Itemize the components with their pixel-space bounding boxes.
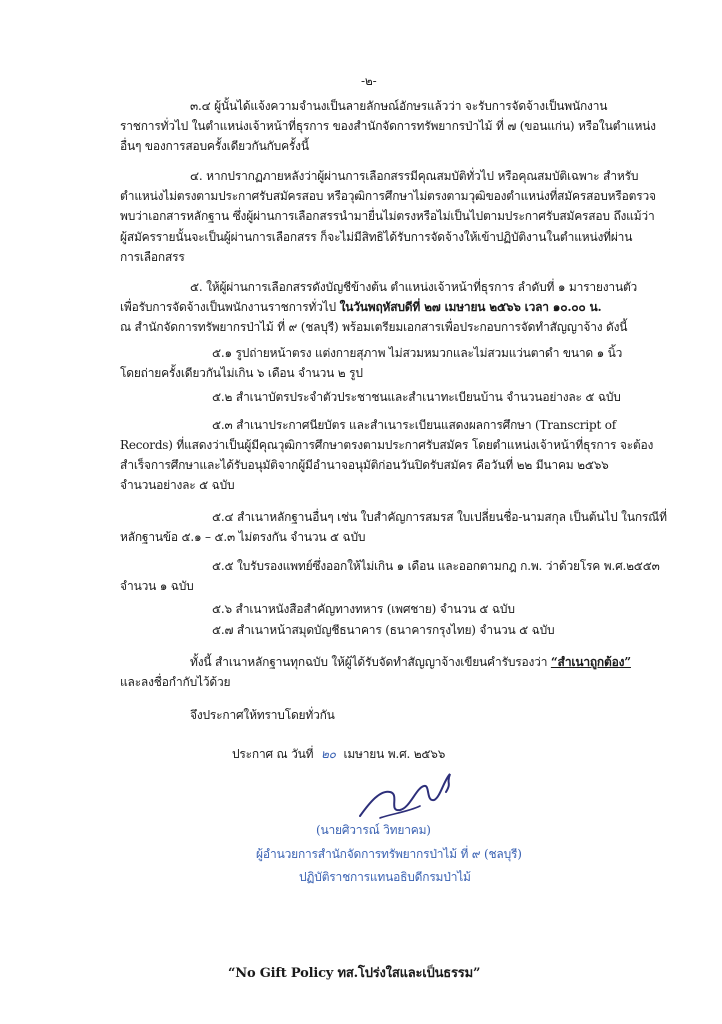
signatory-acting: ปฏิบัติราชการแทนอธิบดีกรมป่าไม้: [299, 870, 471, 884]
clause-4-line-2: ตำแหน่งไม่ตรงตามประกาศรับสมัครสอบ หรือวุฒิการศึกษาไม่ตรงตามวุฒิของตำแหน่งที่สมัครสอบหรือตรวจ: [120, 189, 656, 203]
clause-4-line-3: พบว่าเอกสารหลักฐาน ซึ่งผู้ผ่านการเลือกสรรนำมายื่นไม่ตรงหรือไม่เป็นไปตามประกาศรับสมัครสอบ ถึงแม้ว่า: [120, 209, 655, 223]
announcement-day: ๒๐: [320, 747, 336, 761]
item-5-6: ๕.๖ สำเนาหนังสือสำคัญทางทหาร (เพศชาย) จำนวน ๕ ฉบับ: [212, 602, 515, 616]
item-5-4-line-1: ๕.๔ สำเนาหลักฐานอื่นๆ เช่น ใบสำคัญการสมรส ใบเปลี่ยนชื่อ-นามสกุล เป็นต้นไป ในกรณีที่: [212, 510, 667, 524]
item-5-5-line-1: ๕.๕ ใบรับรองแพทย์ซึ่งออกให้ไม่เกิน ๑ เดือน และออกตามกฎ ก.พ. ว่าด้วยโรค พ.ศ.๒๕๕๓: [212, 559, 660, 573]
closing-line-2: และลงชื่อกำกับไว้ด้วย: [120, 675, 231, 689]
item-5-3-line-1: ๕.๓ สำเนาประกาศนียบัตร และสำเนาระเบียนแสดงผลการศึกษา (Transcript of: [212, 418, 616, 432]
signatory-name: (นายศิวารณ์ วิทยาคม): [316, 823, 431, 837]
announcement-date: [232, 746, 445, 762]
clause-4-line-5: การเลือกสรร: [120, 250, 185, 264]
clause-3-4-line-1: ๓.๔ ผู้นั้นได้แจ้งความจำนงเป็นลายลักษณ์อักษรแล้วว่า จะรับการจัดจ้างเป็นพนักงาน: [190, 99, 608, 113]
clause-3-4-line-2: ราชการทั่วไป ในตำแหน่งเจ้าหน้าที่ธุรการ ของสำนักจัดการทรัพยากรป่าไม้ ที่ ๗ (ขอนแก่น) หรือในตำแหน่ง: [120, 119, 656, 133]
announcement-prefix: ประกาศ ณ วันที่: [232, 747, 314, 761]
closing-line-1-text: ทั้งนี้ สำเนาหลักฐานทุกฉบับ ให้ผู้ได้รับจัดทำสัญญาจ้างเขียนคำรับรองว่า: [190, 655, 551, 669]
clause-5-line-2: [120, 299, 602, 315]
clause-5-line-1: ๕. ให้ผู้ผ่านการเลือกสรรดังบัญชีข้างต้น ตำแหน่งเจ้าหน้าที่ธุรการ ลำดับที่ ๑ มารายงานตัว: [190, 280, 638, 294]
certified-copy-phrase: “สำเนาถูกต้อง”: [550, 655, 631, 669]
item-5-4-line-2: หลักฐานข้อ ๕.๑ – ๕.๓ ไม่ตรงกัน จำนวน ๕ ฉบับ: [120, 530, 366, 544]
item-5-1-line-1: ๕.๑ รูปถ่ายหน้าตรง แต่งกายสุภาพ ไม่สวมหมวกและไม่สวมแว่นตาดำ ขนาด ๑ นิ้ว: [212, 346, 623, 360]
item-5-1-line-2: โดยถ่ายครั้งเดียวกันไม่เกิน ๖ เดือน จำนวน ๒ รูป: [120, 366, 363, 380]
item-5-3-line-3: สำเร็จการศึกษาและได้รับอนุมัติจากผู้มีอำนาจอนุมัติก่อนวันปิดรับสมัคร คือวันที่ ๒๒ มีนาคม ๒๕๖๖: [120, 458, 609, 472]
announcement-suffix: เมษายน พ.ศ. ๒๕๖๖: [343, 747, 446, 761]
item-5-7: ๕.๗ สำเนาหน้าสมุดบัญชีธนาคาร (ธนาคารกรุงไทย) จำนวน ๕ ฉบับ: [212, 623, 555, 637]
footer-slogan: “No Gift Policy ทส.โปร่งใสและเป็นธรรม”: [228, 966, 481, 981]
clause-4-line-4: ผู้สมัครรายนั้นจะเป็นผู้ผ่านการเลือกสรร ก็จะไม่มีสิทธิได้รับการจัดจ้างให้เข้าปฏิบัติงานในตำแหน่งที่ผ่าน: [120, 230, 633, 244]
clause-3-4-line-3: อื่นๆ ของการสอบครั้งเดียวกันกับครั้งนี้: [120, 139, 309, 153]
report-date-emphasis: ในวันพฤหัสบดีที่ ๒๗ เมษายน ๒๕๖๖ เวลา ๑๐.๐๐ น.: [339, 300, 602, 314]
clause-5-line-3: ณ สำนักจัดการทรัพยากรป่าไม้ ที่ ๙ (ชลบุรี) พร้อมเตรียมเอกสารเพื่อประกอบการจัดทำสัญญาจ้าง ดังนี้: [120, 320, 628, 334]
clause-5-line-2-text: เพื่อรับการจัดจ้างเป็นพนักงานราชการทั่วไป: [120, 300, 340, 314]
signatory-title: ผู้อำนวยการสำนักจัดการทรัพยากรป่าไม้ ที่ ๙ (ชลบุรี): [256, 847, 522, 861]
item-5-3-line-4: จำนวนอย่างละ ๕ ฉบับ: [120, 478, 235, 492]
item-5-5-line-2: จำนวน ๑ ฉบับ: [120, 579, 194, 593]
item-5-3-line-2: Records) ที่แสดงว่าเป็นผู้มีคุณวุฒิการศึกษาตรงตามประกาศรับสมัคร โดยตำแหน่งเจ้าหน้าที่ธุรการ จะต้อง: [120, 438, 654, 452]
page-number: -๒-: [361, 74, 377, 88]
closing-line-1: [190, 654, 631, 670]
item-5-2: ๕.๒ สำเนาบัตรประจำตัวประชาชนและสำเนาทะเบียนบ้าน จำนวนอย่างละ ๕ ฉบับ: [212, 390, 621, 404]
clause-4-line-1: ๔. หากปรากฏภายหลังว่าผู้ผ่านการเลือกสรรมีคุณสมบัติทั่วไป หรือคุณสมบัติเฉพาะ สำหรับ: [190, 169, 639, 183]
closing-line-3: จึงประกาศให้ทราบโดยทั่วกัน: [190, 708, 335, 722]
